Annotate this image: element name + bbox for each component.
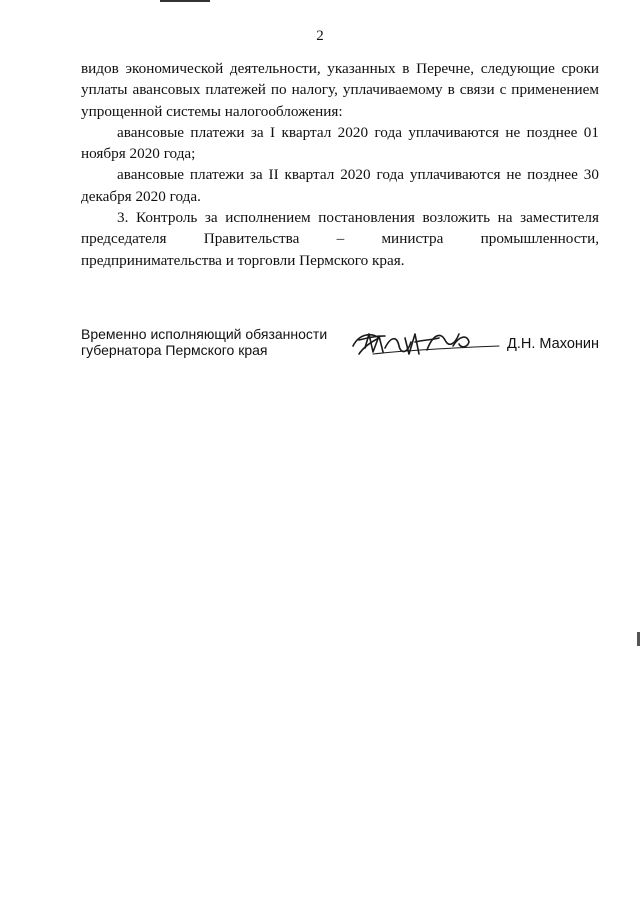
document-body [81,58,599,271]
scan-mark-top [160,0,210,2]
paragraph-q2-payments: авансовые платежи за II квартал 2020 года уплачиваются не позднее 30 декабря 2020 года. [81,166,599,205]
signatory-position-line1: Временно исполняющий обязанности [81,326,328,342]
paragraph-control-clause: 3. Контроль за исполнением постановления возложить на заместителя председателя Правительства – министра промышленности, предпринимательства и торговли Пермского края. [81,209,599,269]
page-number: 2 [316,28,324,44]
handwritten-signature [349,324,509,364]
signatory-name: Д.Н. Махонин [507,336,599,352]
signature-block [81,326,599,376]
signatory-position-line2: губернатора Пермского края [81,342,268,358]
paragraph-q1-payments: авансовые платежи за I квартал 2020 года уплачиваются не позднее 01 ноября 2020 года; [81,123,599,163]
signatory-position [81,326,327,358]
paragraph-continuation: видов экономической деятельности, указанных в Перечне, следующие сроки уплаты авансовых платежей по налогу, уплачиваемому в связи с применением упрощенной системы налогообложения: [81,60,599,120]
